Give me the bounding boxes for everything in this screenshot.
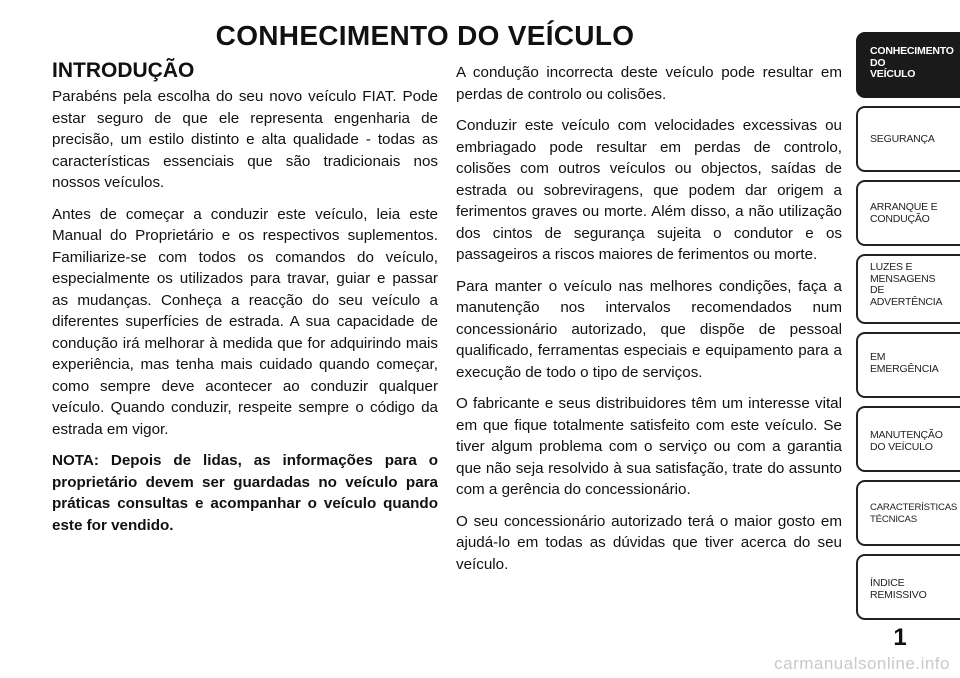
tab-label: CARACTERÍSTICAS bbox=[870, 502, 958, 513]
tab-em-emergencia[interactable] bbox=[856, 332, 960, 398]
tab-label: DO VEÍCULO bbox=[870, 440, 933, 453]
section-heading: INTRODUÇÃO bbox=[52, 59, 195, 82]
chapter-tabs bbox=[850, 32, 960, 632]
tab-seguranca[interactable] bbox=[856, 106, 960, 172]
tab-label: MENSAGENS bbox=[870, 272, 936, 285]
paragraph: Para manter o veículo nas melhores condições, faça a manutenção nos intervalos recomendados num concessionário autorizado, que dispõe de pessoal qualificado, ferramentas especiais e equipamento para a execução de todo o tipo de serviços. bbox=[456, 277, 842, 381]
paragraph: O fabricante e seus distribuidores têm um interesse vital em que fique totalmente satisfeito com este veículo. Se tiver algum problema com o serviço ou com a garantia que não seja resolvido à sua satisfação, trate do assunto com a gerência do concessionário. bbox=[456, 395, 842, 498]
tab-label: ÍNDICE bbox=[870, 577, 905, 589]
page-number: 1 bbox=[893, 624, 907, 651]
tab-manutencao-do-veiculo[interactable] bbox=[856, 406, 960, 472]
tab-label: DE bbox=[870, 284, 885, 296]
right-column bbox=[456, 62, 842, 585]
tab-caracteristicas-tecnicas[interactable] bbox=[856, 480, 960, 546]
left-column bbox=[52, 58, 438, 546]
paragraph: Parabéns pela escolha do seu novo veículo FIAT. Pode estar seguro de que ele representa engenharia de precisão, um estilo distinto e alta qualidade - todas as características essenciais que são tradicionais nos nossos veículos. bbox=[52, 88, 438, 191]
tab-conhecimento-do-veiculo[interactable] bbox=[856, 32, 960, 98]
watermark: carmanualsonline.info bbox=[774, 654, 950, 673]
paragraph: A condução incorrecta deste veículo pode resultar em perdas de controlo ou colisões. bbox=[456, 64, 842, 103]
tab-luzes-e-mensagens[interactable] bbox=[856, 254, 960, 324]
tab-label: EM bbox=[870, 351, 886, 363]
paragraph: Conduzir este veículo com velocidades excessivas ou embriagado pode resultar em perdas de controlo, colisões com outros veículos ou objectos, saídas de estrada ou sobreviragens, que podem dar origem a ferimentos graves ou morte. Além disso, a não utilização dos cintos de segurança sujeita o condutor e os passageiros a riscos maiores de ferimentos ou morte. bbox=[456, 117, 842, 263]
tab-label: TÉCNICAS bbox=[870, 513, 917, 525]
tab-label: VEÍCULO bbox=[870, 68, 916, 80]
note-paragraph: NOTA: Depois de lidas, as informações para o proprietário devem ser guardadas no veículo para práticas consultas e acompanhar o veículo quando este for vendido. bbox=[52, 452, 438, 534]
tab-label: MANUTENÇÃO bbox=[870, 429, 943, 441]
tab-label: DO bbox=[870, 56, 886, 69]
tab-arranque-e-conducao[interactable] bbox=[856, 180, 960, 246]
tab-label: ADVERTÊNCIA bbox=[870, 295, 943, 308]
tab-label: SEGURANÇA bbox=[870, 133, 935, 145]
tab-indice-remissivo[interactable] bbox=[856, 554, 960, 620]
tab-label: REMISSIVO bbox=[870, 588, 927, 601]
tab-label: EMERGÊNCIA bbox=[870, 362, 939, 375]
tab-label: LUZES E bbox=[870, 261, 913, 273]
tab-label: ARRANQUE E bbox=[870, 201, 938, 213]
tab-label: CONHECIMENTO bbox=[870, 45, 954, 57]
paragraph: O seu concessionário autorizado terá o maior gosto em ajudá-lo em todas as dúvidas que tiver acerca do seu veículo. bbox=[456, 512, 842, 573]
tab-label: CONDUÇÃO bbox=[870, 212, 930, 225]
page-title: CONHECIMENTO DO VEÍCULO bbox=[215, 20, 635, 51]
paragraph: Antes de começar a conduzir este veículo, leia este Manual do Proprietário e os respectivos suplementos. Familiarize-se com todos os comandos do veículo, especialmente os utilizados para travar, guiar e passar as mudanças. Conheça a reacção do seu veículo a diferentes superfícies de estrada. A sua capacidade de condução irá melhorar à medida que for adquirindo mais experiência, mas tenha mais cuidado quando começar, como sempre deve acontecer ao conduzir qualquer veículo. Quando conduzir, respeite sempre o código da estrada em vigor. bbox=[52, 205, 438, 438]
